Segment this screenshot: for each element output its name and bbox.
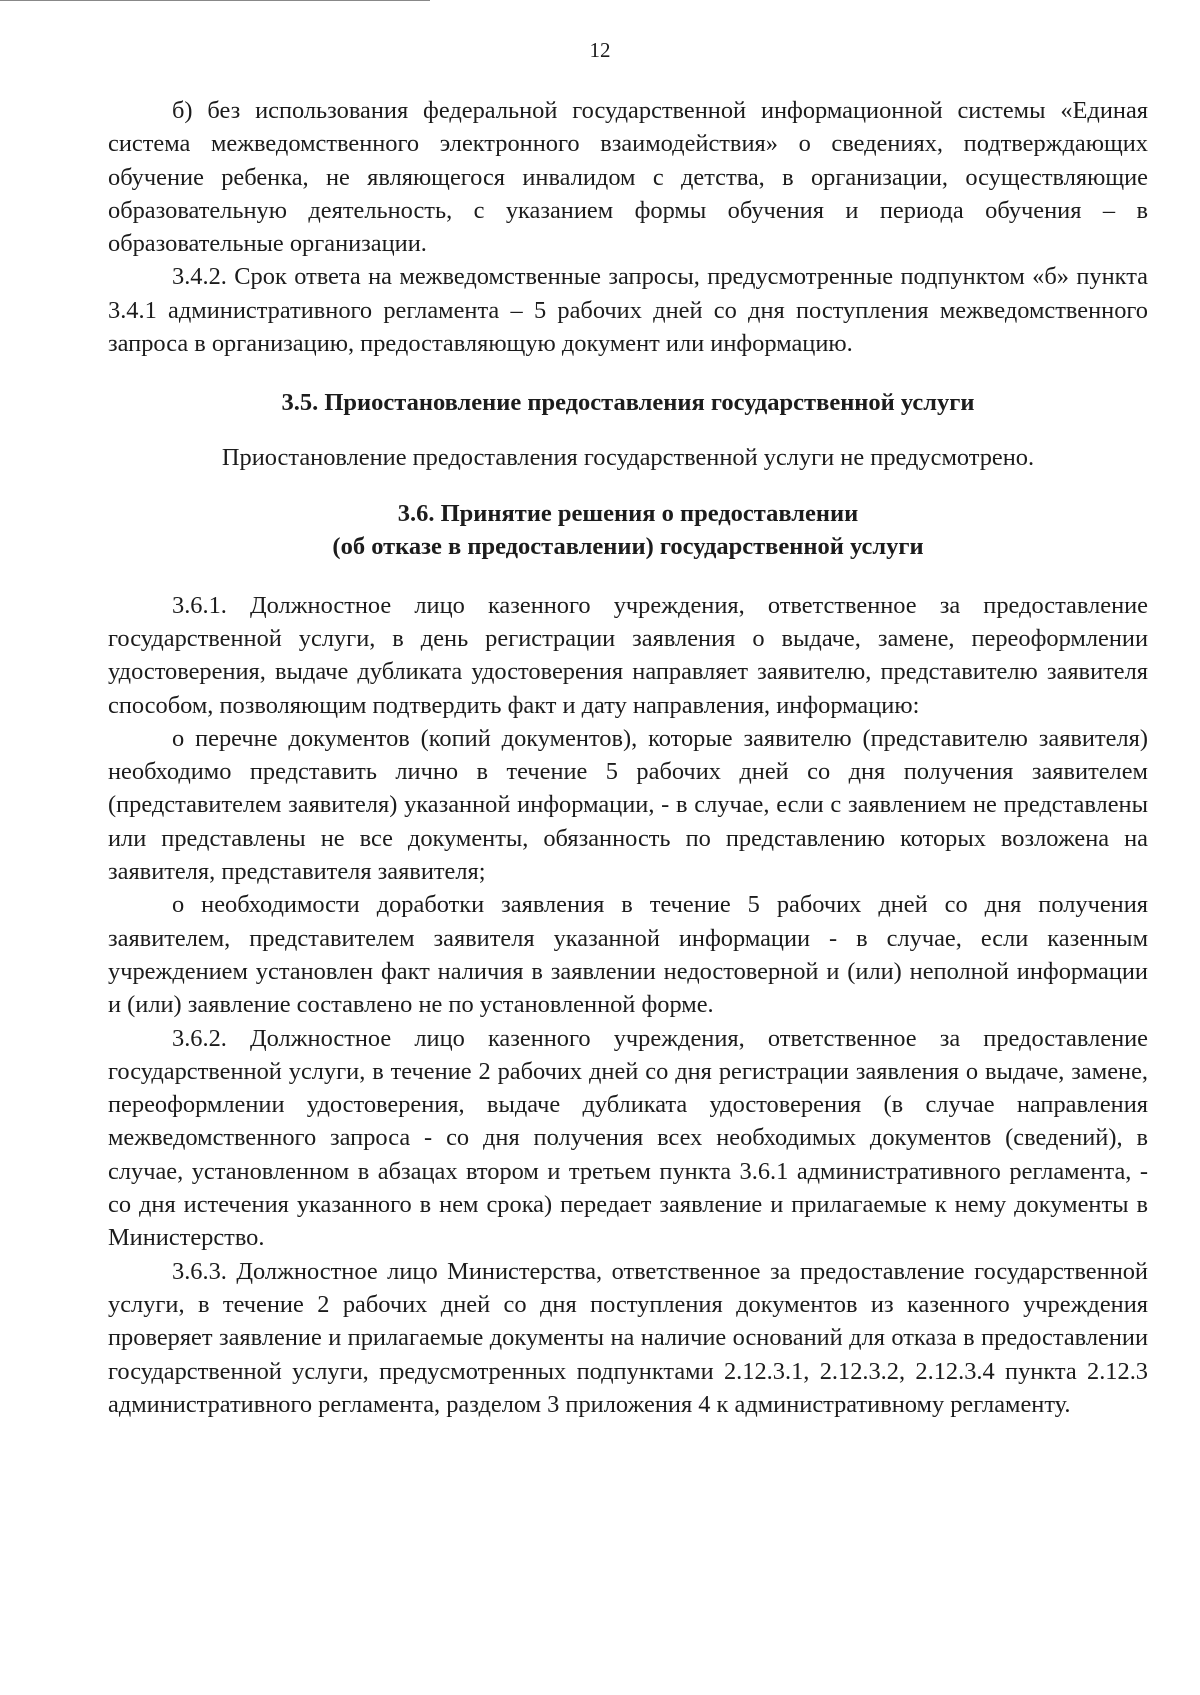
spacer <box>108 360 1148 386</box>
page-number: 12 <box>589 38 611 62</box>
paragraph-3-6-1-item2: о необходимости доработки заявления в течение 5 рабочих дней со дня получения заявителем, представителем заявителя указанной информации - в случае, если казенным учреждением установлен факт наличия в заявлении недостоверной и (или) неполной информации и (или) заявление составлено не по установленной форме. <box>108 891 1148 1019</box>
section-heading-3-6-line1: 3.6. Принятие решения о предоставлении <box>397 499 859 527</box>
paragraph-3-6-1-item1: о перечне документов (копий документов), которые заявителю (представителю заявителя) необходимо представить лично в течение 5 рабочих дней со дня получения заявителем (представителем заявителя) указанной информации, - в случае, если с заявлением не представлены или представлены не все документы, обязанность по представлению которых возложена на заявителя, представителя заявителя; <box>108 724 1148 886</box>
spacer <box>108 419 1148 441</box>
spacer <box>108 475 1148 497</box>
section-heading-3-6-line2: (об отказе в предоставлении) государственной услуги <box>332 532 924 560</box>
paragraph-3-6-1: 3.6.1. Должностное лицо казенного учреждения, ответственное за предоставление государственной услуги, в день регистрации заявления о выдаче, замене, переоформлении удостоверения, выдаче дубликата удостоверения направляет заявителю, представителю заявителя способом, позволяющим подтвердить факт и дату направления, информацию: <box>108 591 1148 719</box>
paragraph-3-4-1-b: б) без использования федеральной государственной информационной системы «Единая система межведомственного электронного взаимодействия» о сведениях, подтверждающих обучение ребенка, не являющегося инвалидом с детства, в организации, осуществляющие образовательную деятельность, с указанием формы обучения и периода обучения – в образовательные организации. <box>108 97 1148 258</box>
paragraph-3-5-text: Приостановление предоставления государственной услуги не предусмотрено. <box>221 444 1035 472</box>
spacer <box>108 563 1148 589</box>
document-body <box>108 94 1148 1421</box>
scan-edge-line <box>0 0 430 4</box>
paragraph-3-6-3: 3.6.3. Должностное лицо Министерства, ответственное за предоставление государственной услуги, в течение 2 рабочих дней со дня поступления документов из казенного учреждения проверяет заявление и прилагаемые документы на наличие оснований для отказа в предоставлении государственной услуги, предусмотренных подпунктами 2.12.3.1, 2.12.3.2, 2.12.3.4 пункта 2.12.3 административного регламента, разделом 3 приложения 4 к административному регламенту. <box>108 1257 1148 1418</box>
paragraph-3-4-2: 3.4.2. Срок ответа на межведомственные запросы, предусмотренные подпунктом «б» пункта 3.4.1 административного регламента – 5 рабочих дней со дня поступления межведомственного запроса в организацию, предоставляющую документ или информацию. <box>108 263 1148 358</box>
section-heading-3-5: 3.5. Приостановление предоставления государственной услуги <box>281 389 975 417</box>
paragraph-3-6-2: 3.6.2. Должностное лицо казенного учреждения, ответственное за предоставление государственной услуги, в течение 2 рабочих дней со дня регистрации заявления о выдаче, замене, переоформлении удостоверения, выдаче дубликата удостоверения (в случае направления межведомственного запроса - со дня получения всех необходимых документов (сведений), в случае, установленном в абзацах втором и третьем пункта 3.6.1 административного регламента, - со дня истечения указанного в нем срока) передает заявление и прилагаемые к нему документы в Министерство. <box>108 1024 1148 1252</box>
